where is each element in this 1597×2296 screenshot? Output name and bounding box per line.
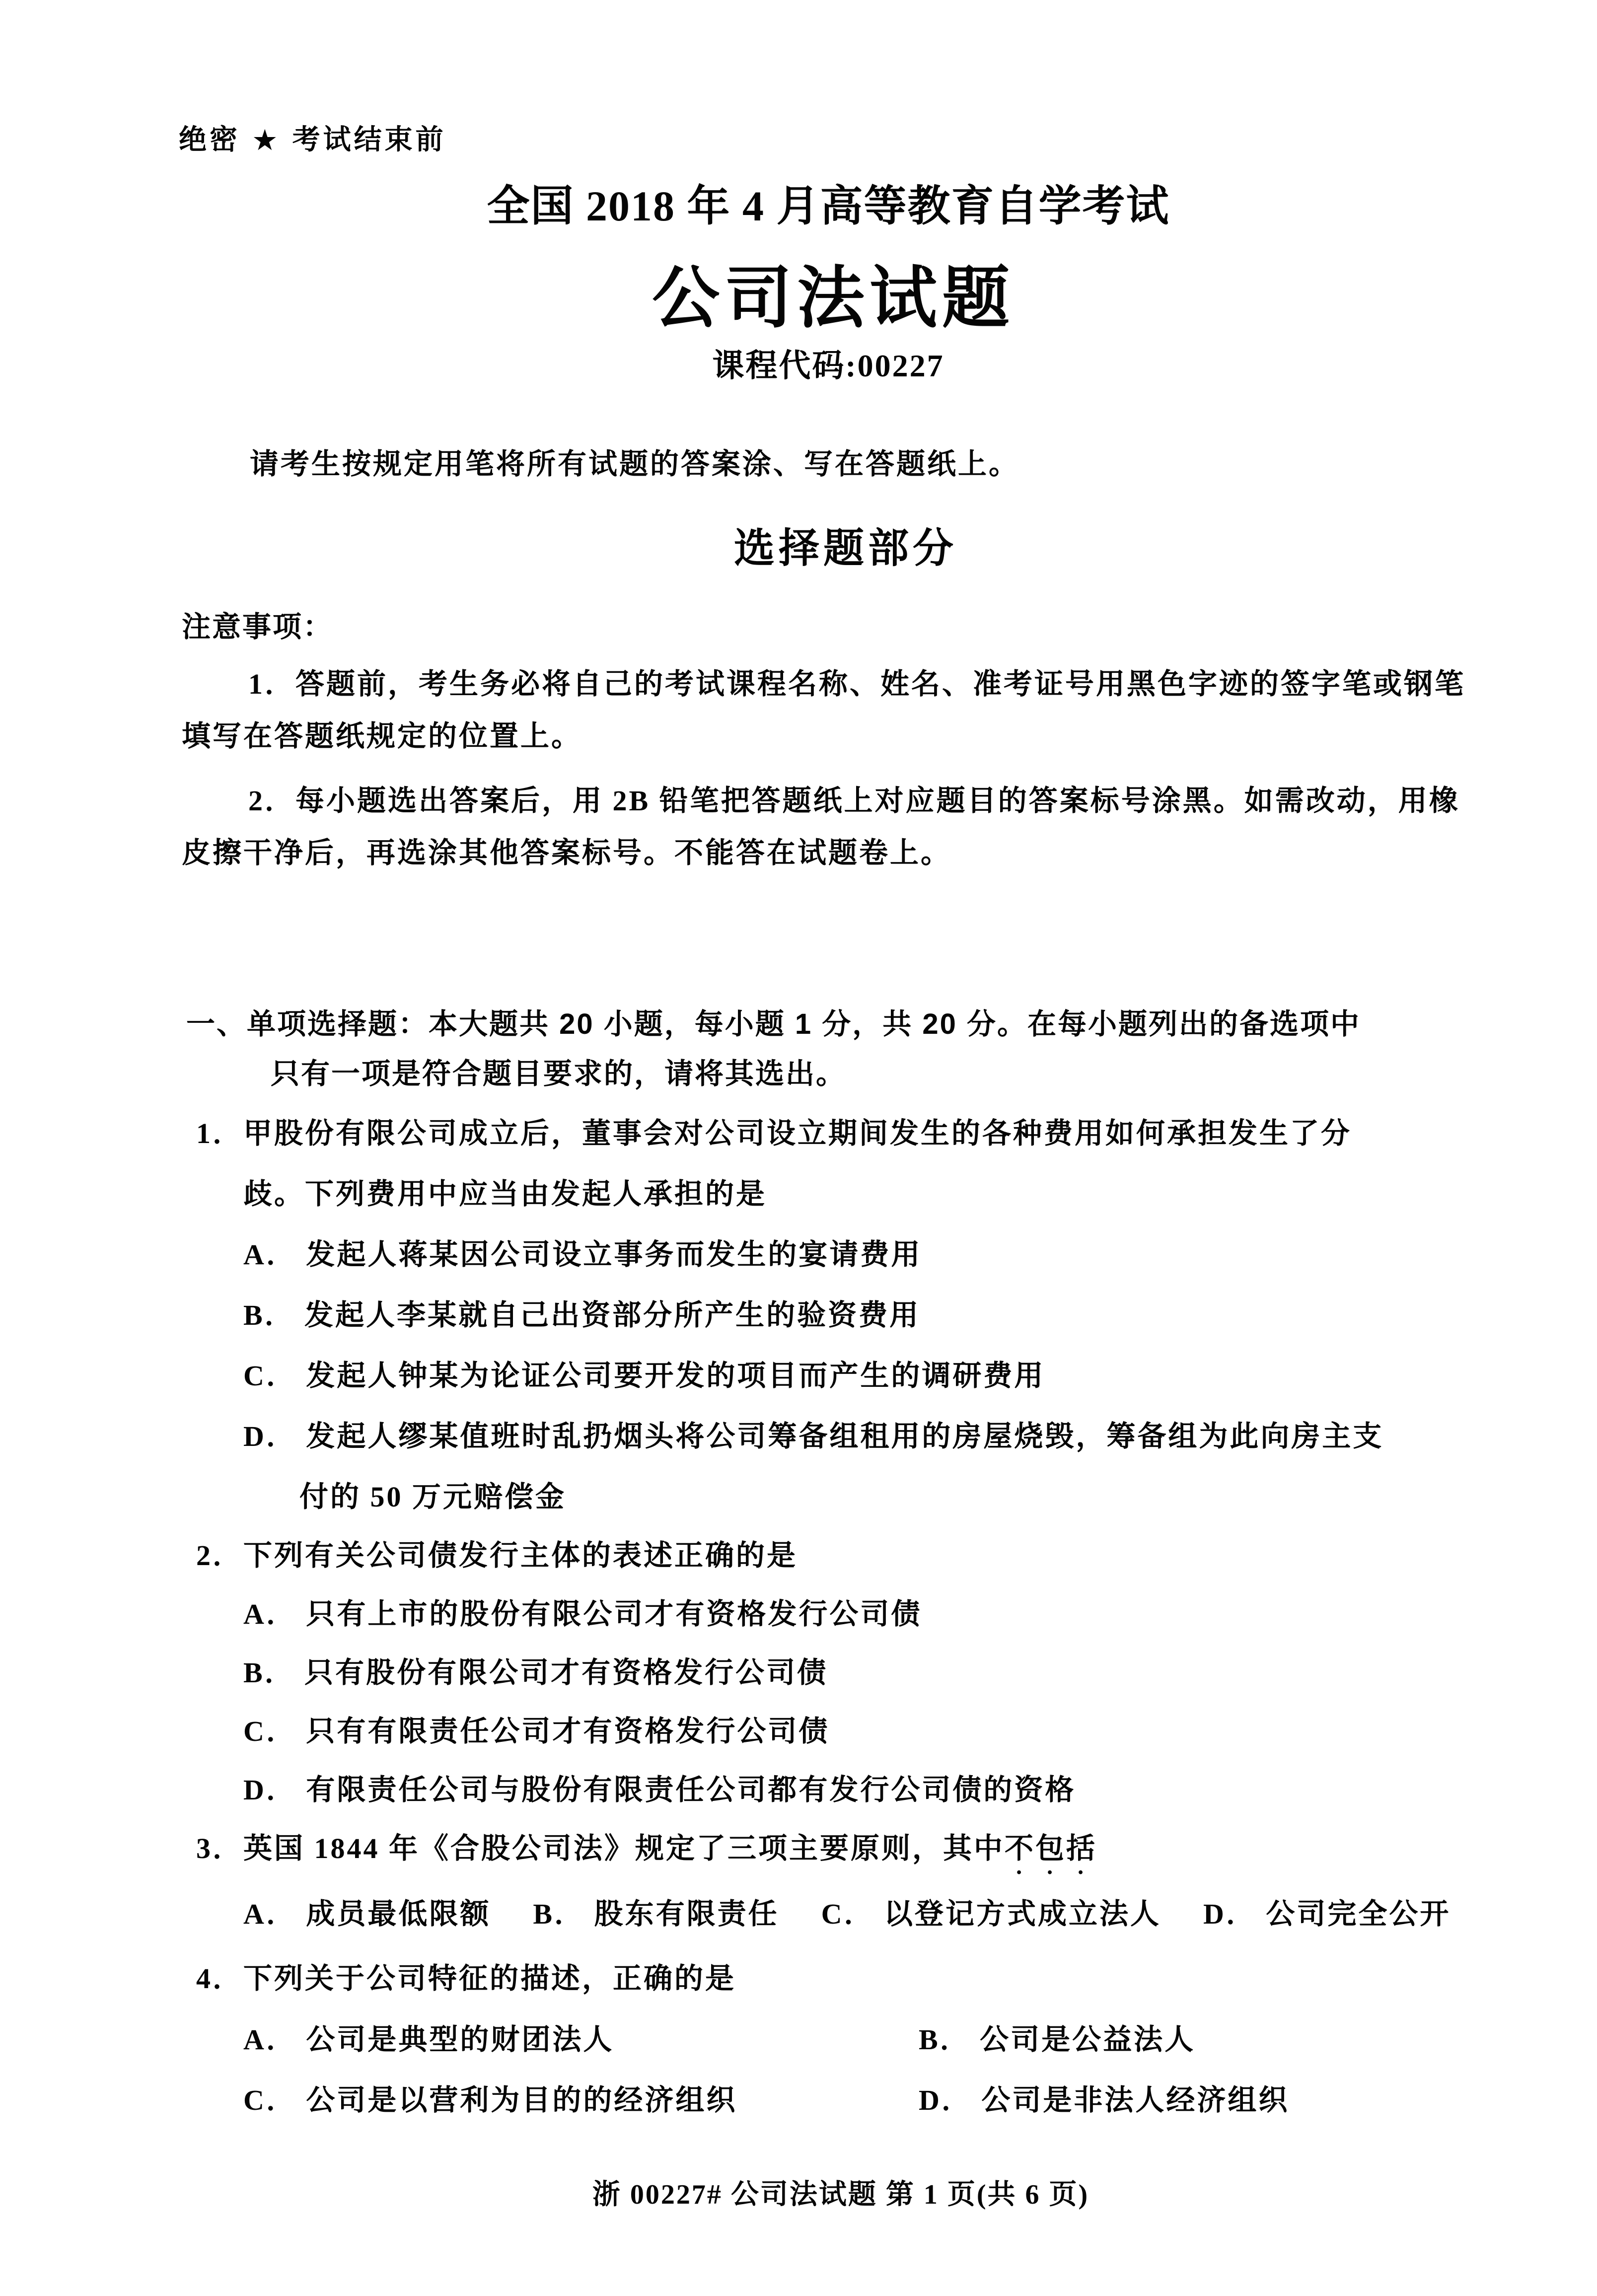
question-2-stem: 2．下列有关公司债发行主体的表述正确的是 xyxy=(196,1539,798,1572)
page-footer: 浙 00227# 公司法试题 第 1 页(共 6 页) xyxy=(592,2179,1089,2210)
question-3-stem xyxy=(196,1832,1097,1880)
answer-instruction: 请考生按规定用笔将所有试题的答案涂、写在答题纸上。 xyxy=(250,448,1020,480)
question-1-stem-line-2: 歧。下列费用中应当由发起人承担的是 xyxy=(243,1178,767,1210)
question-4-option-d: D． 公司是非法人经济组织 xyxy=(919,2084,1290,2116)
question-4-option-c: C． 公司是以营利为目的的经济组织 xyxy=(243,2084,737,2116)
question-3-option-a: A． 成员最低限额 xyxy=(243,1898,491,1930)
notes-title: 注意事项： xyxy=(182,611,334,643)
part-title: 选择题部分 xyxy=(733,526,957,571)
security-period-label: 考试结束前 xyxy=(292,125,446,155)
question-3-option-b: B． 股东有限责任 xyxy=(533,1898,779,1930)
note-item-1-line-1: 1．答题前，考生务必将自己的考试课程名称、姓名、准考证号用黑色字迹的签字笔或钢笔 xyxy=(248,668,1466,700)
paper-title: 公司法试题 xyxy=(652,262,1015,336)
question-2-option-c: C． 只有有限责任公司才有资格发行公司债 xyxy=(243,1715,830,1747)
section-one-header-line-2: 只有一项是符合题目要求的，请将其选出。 xyxy=(271,1058,847,1090)
question-2-option-b: B． 只有股份有限公司才有资格发行公司债 xyxy=(243,1656,828,1689)
question-1-option-d: D． 发起人缪某值班时乱扔烟头将公司筹备组租用的房屋烧毁，筹备组为此向房主支 xyxy=(243,1420,1384,1452)
question-1-stem-line-1: 1．甲股份有限公司成立后，董事会对公司设立期间发生的各种费用如何承担发生了分 xyxy=(196,1117,1352,1149)
question-1-option-a: A． 发起人蒋某因公司设立事务而发生的宴请费用 xyxy=(243,1238,922,1271)
question-3-stem-text: 3．英国 1844 年《合股公司法》规定了三项主要原则，其中 xyxy=(196,1832,1005,1865)
question-1-option-b: B． 发起人李某就自己出资部分所产生的验资费用 xyxy=(243,1299,921,1331)
question-2-option-d: D． 有限责任公司与股份有限责任公司都有发行公司债的资格 xyxy=(243,1774,1076,1806)
question-1-option-c: C． 发起人钟某为论证公司要开发的项目而产生的调研费用 xyxy=(243,1360,1045,1392)
note-item-2-line-1: 2．每小题选出答案后，用 2B 铅笔把答题纸上对应题目的答案标号涂黑。如需改动，用橡 xyxy=(248,785,1460,817)
question-3-option-d: D． 公司完全公开 xyxy=(1203,1898,1451,1930)
question-4-stem: 4．下列关于公司特征的描述，正确的是 xyxy=(196,1962,736,1995)
security-level-label: 绝密 xyxy=(179,125,240,155)
question-2-option-a: A． 只有上市的股份有限公司才有资格发行公司债 xyxy=(243,1598,922,1630)
question-3-option-c: C． 以登记方式成立法人 xyxy=(821,1898,1161,1930)
note-item-1-line-2: 填写在答题纸规定的位置上。 xyxy=(182,720,582,752)
question-4-option-a: A． 公司是典型的财团法人 xyxy=(243,2023,614,2056)
question-1-option-d-line-2: 付的 50 万元赔偿金 xyxy=(299,1481,567,1513)
section-one-header-line-1: 一、单项选择题：本大题共 20 小题，每小题 1 分，共 20 分。在每小题列出的备选项中 xyxy=(186,1008,1361,1040)
exam-title: 全国 2018 年 4 月高等教育自学考试 xyxy=(487,182,1170,230)
star-icon: ★ xyxy=(253,127,280,155)
question-3-emphasized-text: 不包括 xyxy=(1005,1832,1097,1865)
question-4-option-b: B． 公司是公益法人 xyxy=(919,2023,1196,2056)
question-3-options-row xyxy=(243,1898,1451,1931)
note-item-2-line-2: 皮擦干净后，再选涂其他答案标号。不能答在试题卷上。 xyxy=(182,837,952,869)
security-banner xyxy=(179,124,446,156)
course-code: 课程代码:00227 xyxy=(712,348,944,383)
